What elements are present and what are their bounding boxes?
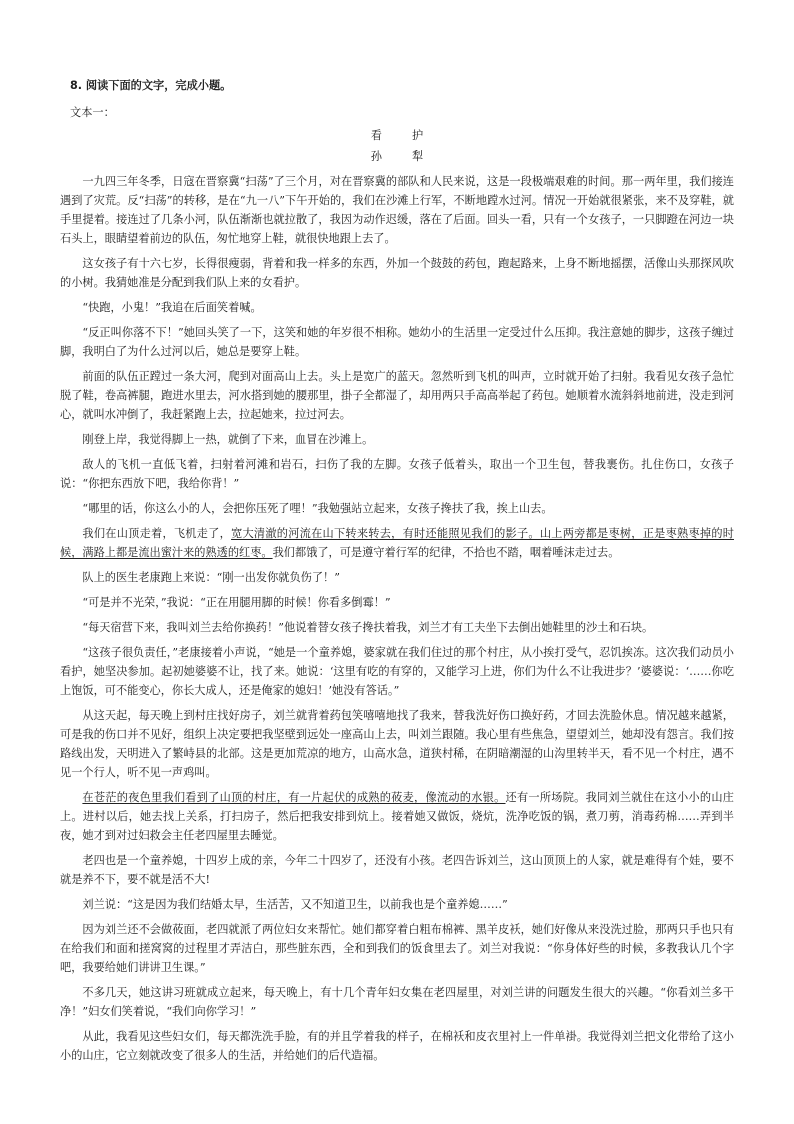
paragraph (60, 367, 734, 424)
paragraph (60, 499, 734, 518)
paragraph-text: “快跑，小鬼！”我追在后面笑着喊。 (82, 301, 262, 314)
paragraph (60, 706, 734, 782)
story-body (60, 172, 734, 1065)
paragraph (60, 920, 734, 977)
paragraph (60, 851, 734, 889)
paragraph (60, 524, 734, 562)
story-title: 看护 (370, 129, 454, 142)
paragraph-text: 敌人的飞机一直低飞着，扫射着河滩和岩石，扫伤了我的左脚。女孩子低着头，取出一个卫生包，替我裹伤。扎住伤口，女孩子说：“你把东西放下吧，我给你背！” (60, 458, 734, 490)
paragraph (60, 983, 734, 1021)
paragraph (60, 430, 734, 449)
paragraph-text: 从这天起，每天晚上到村庄找好房子，刘兰就背着药包笑嘻嘻地找了我来，替我洗好伤口换好药，才回去洗脸休息。情况越来越紧，可是我的伤口并不见好，组织上决定要把我坚壁到远处一座高山上去，叫刘兰跟随。我心里有些焦急，望望刘兰，她却没有怨言。我们按路线出发，天明进入了繁峙县的北部。这是更加荒凉的地方，山高水急，道狭村稀，在阴暗潮湿的山沟里转半天，看不见一个村庄，遇不见一个行人，听不见一声鸡叫。 (60, 709, 734, 779)
paragraph-text: 不多几天，她这讲习班就成立起来，每天晚上，有十几个青年妇女集在老四屋里，对刘兰讲的问题发生很大的兴趣。“你看刘兰多干净！”妇女们笑着说，“我们向你学习！” (60, 986, 734, 1018)
paragraph (60, 254, 734, 292)
paragraph (60, 172, 734, 248)
paragraph-text: 刚登上岸，我觉得脚上一热，就倒了下来，血冒在沙滩上。 (82, 433, 374, 446)
paragraph-text: “反正叫你落不下！”她回头笑了一下，这笑和她的年岁很不相称。她幼小的生活里一定受过什么压抑。我注意她的脚步，这孩子缠过脚，我明白了为什么过河以后，她总是要穿上鞋。 (60, 326, 734, 358)
paragraph (60, 298, 734, 317)
paragraph-text: 这女孩子有十六七岁，长得很瘦弱，背着和我一样多的东西，外加一个鼓鼓的药包，跑起路来，上身不断地摇摆，活像山头那探风吹的小树。我猜她准是分配到我们队上来的女看护。 (60, 257, 734, 289)
paragraph (60, 593, 734, 612)
paragraph (60, 455, 734, 493)
paragraph (60, 568, 734, 587)
story-author: 孙犁 (370, 150, 454, 163)
underlined-text: 宽大清澈的河流在山下转来转去，有时还能照见我们的影子。山上两旁都是枣树，正是枣熟枣掉的时候，满路上都是流出蜜汁来的熟透的红枣。 (60, 527, 734, 559)
paragraph-text: 因为刘兰还不会做莜面，老四就派了两位妇女来帮忙。她们都穿着白粗布棉裤、黑羊皮袄，她们好像从来没洗过脸，那两只手也只有在给我们和面和搓窝窝的过程里才弄洁白，那些脏东西，全和到我们的饭食里去了。刘兰对我说：“你身体好些的时候，多教我认几个字吧，我要给她们讲讲卫生课。” (60, 923, 734, 974)
underlined-text: 在苍茫的夜色里我们看到了山顶的村庄，有一片起伏的成熟的莜麦，像流动的水银。 (82, 791, 506, 804)
paragraph-text: 刘兰说：“这是因为我们结婚太早，生活苦，又不知道卫生，以前我也是个童养媳……” (82, 898, 508, 911)
paragraph-text: 从此，我看见这些妇女们，每天都洗洗手脸，有的并且学着我的样子，在棉袄和皮衣里衬上一件单褂。我觉得刘兰把文化带给了这小小的山庄，它立刻就改变了很多人的生活，并给她们的后代造福。 (60, 1030, 734, 1062)
paragraph (60, 323, 734, 361)
paragraph-text: 还有一所场院。我同刘兰就住在这小小的山庄上。进村以后，她去找上关系，打扫房子，然后把我安排到炕上。接着她又做饭，烧炕，洗净吃饭的锅，煮刀剪，消毒药棉……弄到半夜，她才到对过妇救会主任老四屋里去睡觉。 (60, 791, 734, 842)
paragraph-text: 队上的医生老康跑上来说：“刚一出发你就负伤了！” (82, 571, 340, 584)
paragraph (60, 1027, 734, 1065)
paragraph (60, 618, 734, 637)
paragraph-text: “每天宿营下来，我叫刘兰去给你换药！”他说着替女孩子搀扶着我，刘兰才有工夫坐下去倒出她鞋里的沙土和石块。 (82, 621, 654, 634)
paragraph (60, 788, 734, 845)
question-header: 8. 阅读下面的文字，完成小题。 (70, 79, 232, 92)
paragraph-text: 我们在山顶走着，飞机走了， (82, 527, 232, 540)
paragraph-text: “哪里的话，你这么小的人，会把你压死了哩！”我勉强站立起来，女孩子搀扶了我，挨上山去。 (82, 502, 553, 515)
paragraph-text: 我们都饿了，可是遵守着行军的纪律，不拾也不踏，咽着唾沫走过去。 (272, 546, 620, 559)
paragraph-text: 一九四三年冬季，日寇在晋察冀“扫荡”了三个月，对在晋察冀的部队和人民来说，这是一段极端艰难的时间。那一两年里，我们接连遇到了灾荒。反“扫荡”的转移，是在“九一八”下午开始的，我们在沙滩上行军，不断地蹚水过河。情况一开始就很紧张，来不及穿鞋，就手里提着。接连过了几条小河，队伍渐渐也就拉散了，我因为动作迟缓，落在了后面。回头一看，只有一个女孩子，一只脚蹬在河边一块石头上，眼睛望着前边的队伍，匆忙地穿上鞋，就很快地跟上去了。 (60, 175, 734, 245)
text-label: 文本一： (70, 106, 115, 119)
paragraph (60, 895, 734, 914)
paragraph-text: “这孩子很负责任，”老康接着小声说，“她是一个童养媳，婆家就在我们住过的那个村庄，从小挨打受气，忍饥挨冻。这次我们动员小看护，她坚决参加。起初她婆婆不让，找了来。她说：‘这里有吃的有穿的，又能学习上进，你们为什么不让我进步？’婆婆说：‘……你吃上饱饭，可不能变心，你长大成人，还是俺家的媳妇！’她没有答话。” (60, 646, 734, 697)
paragraph (60, 643, 734, 700)
paragraph-text: “可是并不光荣，”我说：“正在用腿用脚的时候！你看多倒霉！” (82, 596, 391, 609)
paragraph-text: 老四也是一个童养媳，十四岁上成的亲，今年二十四岁了，还没有小孩。老四告诉刘兰，这山顶顶上的人家，就是难得有个娃，要不就是养不下，要不就是活不大! (60, 854, 734, 886)
paragraph-text: 前面的队伍正蹚过一条大河，爬到对面高山上去。头上是宽广的蓝天。忽然听到飞机的叫声，立时就开始了扫射。我看见女孩子急忙脱了鞋，卷高裤腿，跑进水里去，河水搭到她的腰那里，掛子全都湿了，却用两只手高高举起了药包。她顺着水流斜斜地前进，没走到河心，就叫水冲倒了，我赶紧跑上去，拉起她来，拉过河去。 (60, 370, 734, 421)
